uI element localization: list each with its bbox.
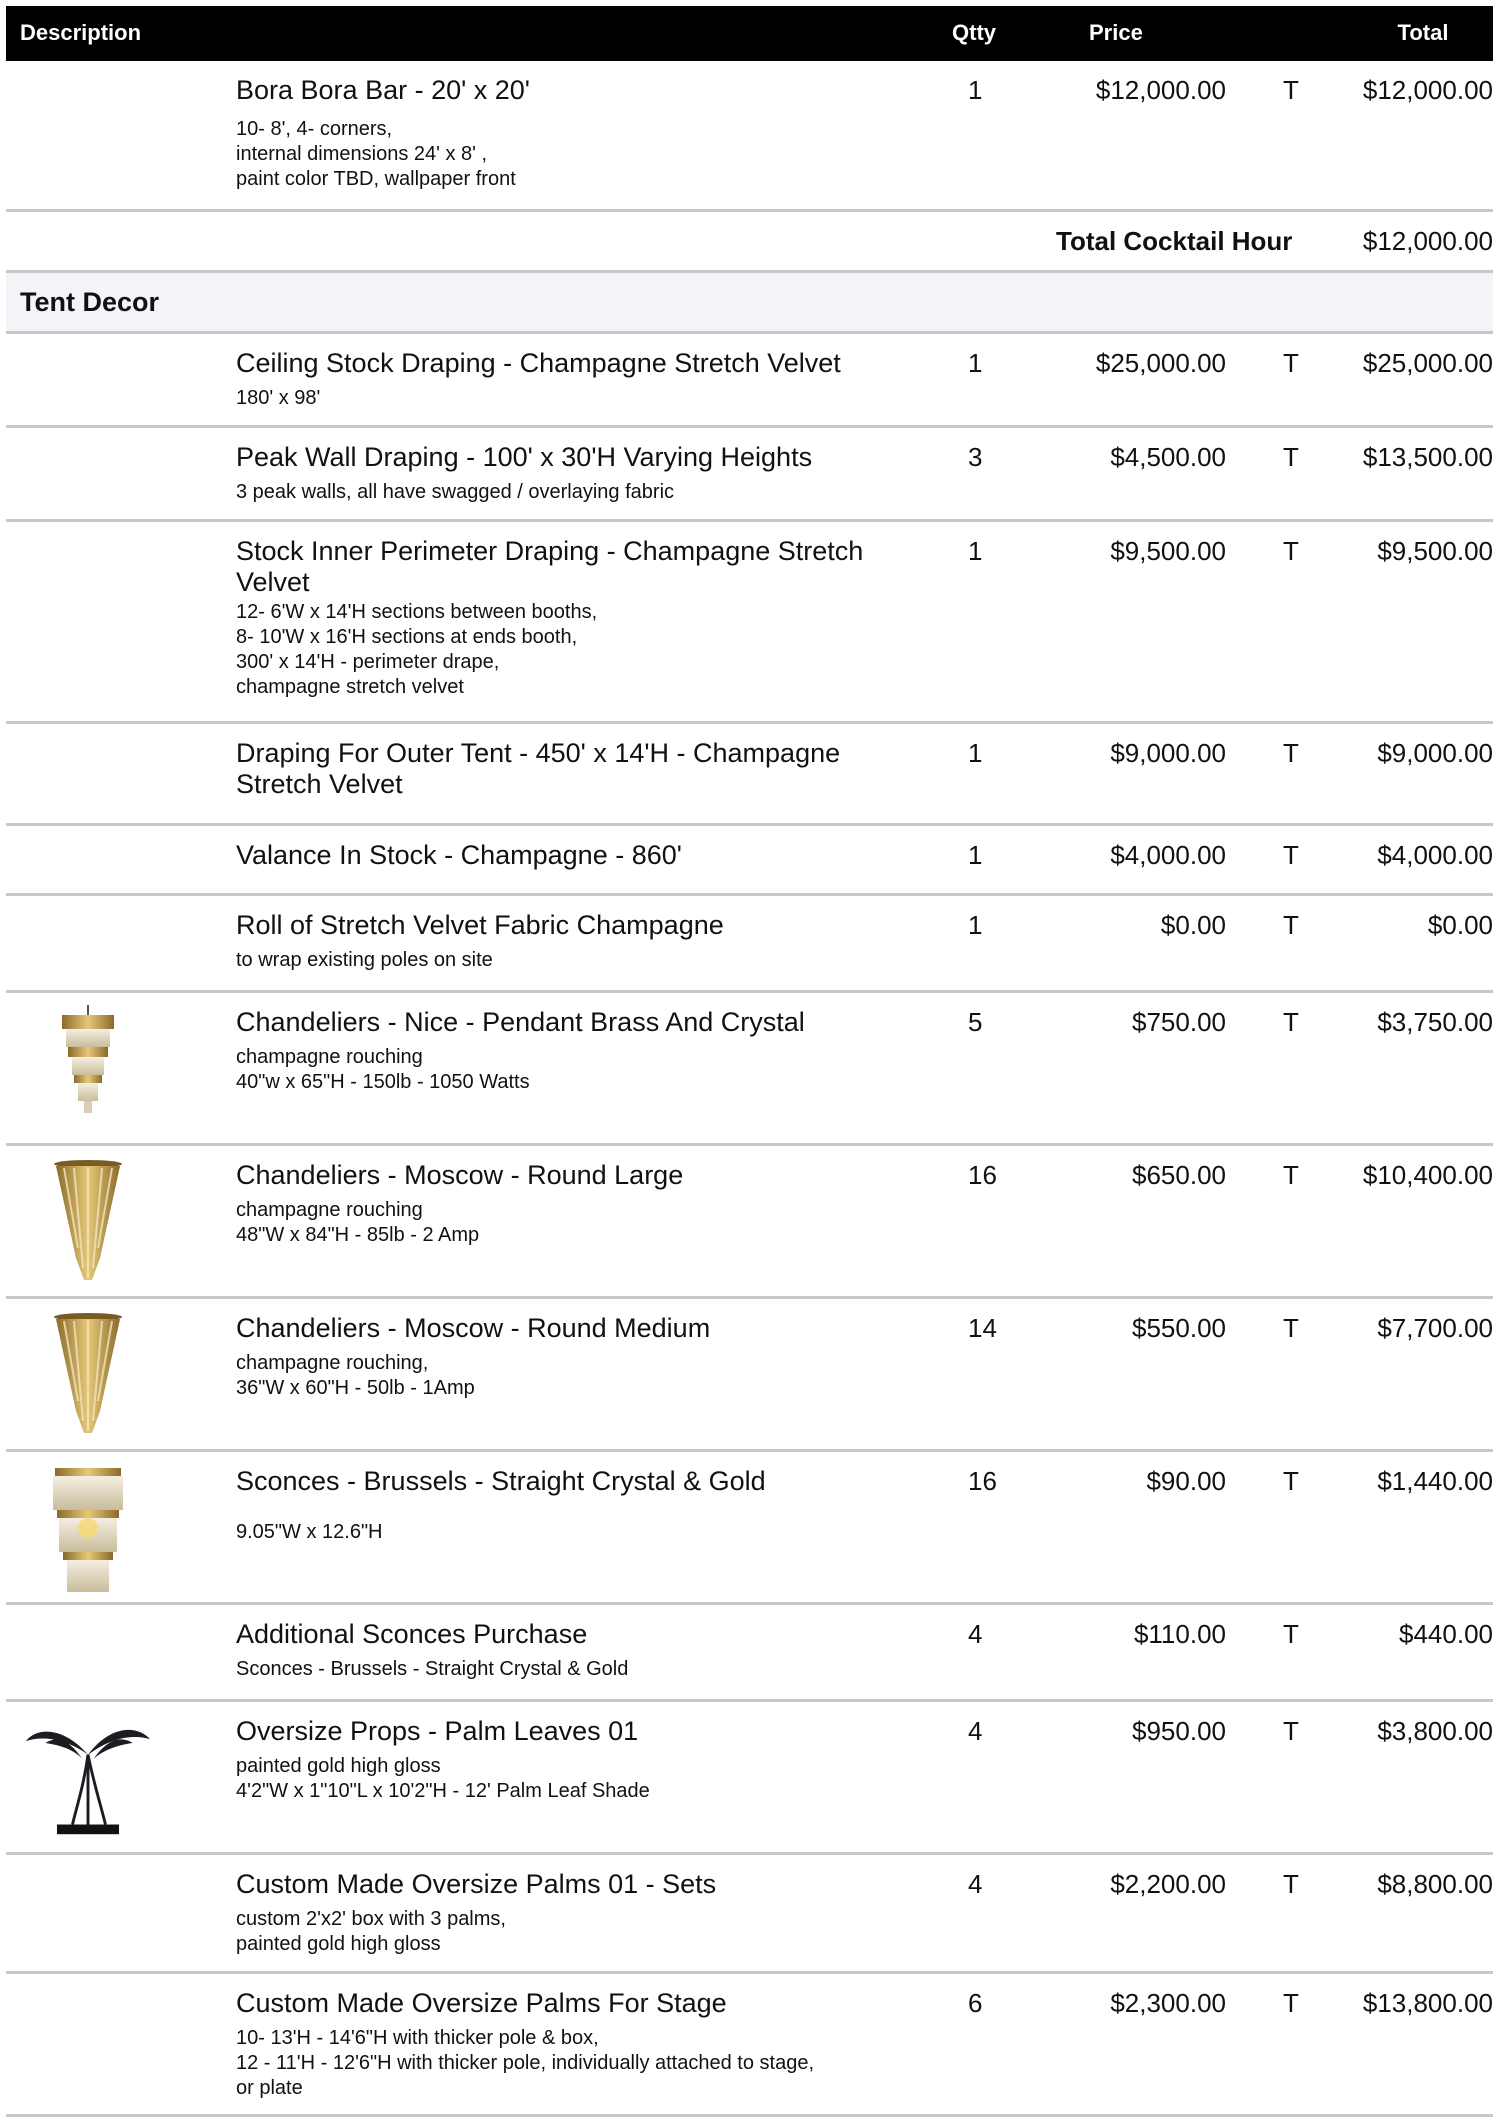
item-title: Draping For Outer Tent - 450' x 14'H - Champagne Stretch Velvet: [236, 738, 841, 799]
item-total: $13,800.00: [1362, 1988, 1493, 2018]
table-row: [6, 1702, 1493, 1855]
item-title: Sconces - Brussels - Straight Crystal & Gold: [236, 1466, 766, 1496]
item-qty: 1: [968, 348, 983, 378]
table-row: [6, 1974, 1493, 2117]
table-row: [6, 993, 1493, 1146]
item-title: Additional Sconces Purchase: [236, 1619, 588, 1649]
table-row: [6, 61, 1493, 212]
item-tax: T: [1283, 75, 1299, 105]
item-tax: T: [1283, 1619, 1299, 1649]
item-qty: 3: [968, 442, 983, 472]
subtotal-value: $12,000.00: [1362, 226, 1493, 256]
table-row: [6, 1605, 1493, 1702]
item-qty: 16: [968, 1466, 997, 1496]
sconce-image: [45, 1464, 131, 1596]
table-row: [6, 428, 1493, 522]
palm-leaves-image: [24, 1714, 152, 1840]
item-price: $2,300.00: [1110, 1988, 1226, 2018]
item-qty: 6: [968, 1988, 983, 2018]
item-price: $0.00: [1160, 910, 1226, 940]
item-qty: 4: [968, 1869, 983, 1899]
item-tax: T: [1283, 1160, 1299, 1190]
item-tax: T: [1283, 840, 1299, 870]
item-tax: T: [1283, 1716, 1299, 1746]
item-total: $8,800.00: [1377, 1869, 1493, 1899]
item-total: $3,800.00: [1377, 1716, 1493, 1746]
item-image: [24, 1311, 152, 1437]
item-total: $13,500.00: [1362, 442, 1493, 472]
item-total: $1,440.00: [1377, 1466, 1493, 1496]
item-title: Stock Inner Perimeter Draping - Champagne Stretch Velvet: [236, 536, 864, 597]
item-price: $750.00: [1132, 1007, 1226, 1037]
section-header: [6, 273, 1493, 334]
table-row: [6, 826, 1493, 896]
item-total: $10,400.00: [1362, 1160, 1493, 1190]
item-title: Chandeliers - Moscow - Round Large: [236, 1160, 684, 1190]
item-image: [24, 1464, 152, 1596]
item-price: $4,000.00: [1110, 840, 1226, 870]
header-price: Price: [1089, 20, 1143, 45]
header-total: Total: [1397, 20, 1449, 45]
subtotal-row: [6, 212, 1493, 273]
item-notes: to wrap existing poles on site: [236, 949, 493, 971]
item-notes: 3 peak walls, all have swagged / overlaying fabric: [236, 481, 675, 503]
item-title: Oversize Props - Palm Leaves 01: [236, 1716, 639, 1746]
item-image: [24, 1714, 152, 1840]
item-price: $550.00: [1132, 1313, 1226, 1343]
item-title: Custom Made Oversize Palms 01 - Sets: [236, 1869, 717, 1899]
item-tax: T: [1283, 442, 1299, 472]
item-qty: 4: [968, 1619, 983, 1649]
item-list: [6, 334, 1493, 2117]
item-notes: 12- 6'W x 14'H sections between booths, 8- 10'W x 16'H sections at ends booth, 300' x 14'H - perimeter drape, champagne stretch velvet: [236, 601, 598, 698]
item-title: Bora Bora Bar - 20' x 20': [236, 75, 530, 105]
item-notes: champagne rouching, 36"W x 60"H - 50lb - 1Amp: [236, 1352, 475, 1399]
item-price: $12,000.00: [1095, 75, 1226, 105]
item-tax: T: [1283, 348, 1299, 378]
item-qty: 1: [968, 840, 983, 870]
item-price: $4,500.00: [1110, 442, 1226, 472]
table-row: [6, 1855, 1493, 1974]
item-qty: 4: [968, 1716, 983, 1746]
item-total: $25,000.00: [1362, 348, 1493, 378]
item-tax: T: [1283, 1869, 1299, 1899]
item-title: Valance In Stock - Champagne - 860': [236, 840, 682, 870]
table-row: [6, 1146, 1493, 1299]
item-tax: T: [1283, 910, 1299, 940]
item-total: $12,000.00: [1362, 75, 1493, 105]
item-notes: 180' x 98': [236, 387, 321, 409]
item-tax: T: [1283, 536, 1299, 566]
item-title: Ceiling Stock Draping - Champagne Stretch Velvet: [236, 348, 841, 378]
quote-table: [6, 6, 1493, 2117]
item-total: $3,750.00: [1377, 1007, 1493, 1037]
table-row: [6, 1452, 1493, 1605]
item-total: $9,000.00: [1377, 738, 1493, 768]
chandelier-image: [48, 1158, 128, 1284]
item-notes: 10- 13'H - 14'6"H with thicker pole & box, 12 - 11'H - 12'6"H with thicker pole, individually attached to stage, or plate: [236, 2027, 815, 2099]
item-price: $110.00: [1133, 1619, 1226, 1649]
item-image: [24, 1158, 152, 1284]
item-image: [24, 1005, 152, 1117]
item-notes: custom 2'x2' box with 3 palms, painted gold high gloss: [236, 1908, 506, 1955]
item-tax: T: [1283, 1313, 1299, 1343]
item-title: Custom Made Oversize Palms For Stage: [236, 1988, 727, 2018]
item-title: Roll of Stretch Velvet Fabric Champagne: [236, 910, 724, 940]
chandelier-image: [48, 1311, 128, 1437]
table-row: [6, 724, 1493, 826]
item-tax: T: [1283, 1466, 1299, 1496]
item-tax: T: [1283, 738, 1299, 768]
header-description: Description: [20, 20, 142, 45]
item-qty: 1: [968, 75, 983, 105]
item-price: $9,500.00: [1110, 536, 1226, 566]
chandelier-image: [48, 1005, 128, 1117]
item-tax: T: [1283, 1007, 1299, 1037]
item-total: $4,000.00: [1377, 840, 1493, 870]
table-row: [6, 896, 1493, 993]
item-total: $9,500.00: [1377, 536, 1493, 566]
item-tax: T: [1283, 1988, 1299, 2018]
table-row: [6, 1299, 1493, 1452]
table-row: [6, 522, 1493, 724]
item-price: $950.00: [1132, 1716, 1226, 1746]
item-price: $650.00: [1132, 1160, 1226, 1190]
item-title: Chandeliers - Nice - Pendant Brass And Crystal: [236, 1007, 805, 1037]
header-qty: Qtty: [952, 20, 996, 45]
item-qty: 14: [968, 1313, 997, 1343]
item-notes: painted gold high gloss 4'2"W x 1"10"L x 10'2"H - 12' Palm Leaf Shade: [236, 1755, 650, 1802]
item-qty: 1: [968, 536, 983, 566]
item-title: Chandeliers - Moscow - Round Medium: [236, 1313, 711, 1343]
item-price: $25,000.00: [1095, 348, 1226, 378]
table-row: [6, 334, 1493, 428]
item-notes: champagne rouching 40"w x 65"H - 150lb - 1050 Watts: [236, 1046, 530, 1093]
item-price: $2,200.00: [1110, 1869, 1226, 1899]
item-total: $7,700.00: [1377, 1313, 1493, 1343]
item-price: $90.00: [1146, 1466, 1226, 1496]
item-qty: 1: [968, 738, 983, 768]
item-qty: 16: [968, 1160, 997, 1190]
item-notes: 10- 8', 4- corners, internal dimensions 24' x 8' , paint color TBD, wallpaper front: [236, 118, 516, 190]
item-notes: Sconces - Brussels - Straight Crystal & Gold: [236, 1658, 629, 1680]
item-qty: 5: [968, 1007, 983, 1037]
item-notes: 9.05"W x 12.6"H: [236, 1521, 383, 1543]
item-notes: champagne rouching 48"W x 84"H - 85lb - 2 Amp: [236, 1199, 480, 1246]
section-label: Tent Decor: [20, 287, 160, 317]
subtotal-label: Total Cocktail Hour: [1056, 226, 1293, 256]
item-total: $0.00: [1427, 910, 1493, 940]
item-qty: 1: [968, 910, 983, 940]
item-title: Peak Wall Draping - 100' x 30'H Varying Heights: [236, 442, 813, 472]
item-price: $9,000.00: [1110, 738, 1226, 768]
item-total: $440.00: [1399, 1619, 1493, 1649]
table-header: [6, 6, 1493, 61]
